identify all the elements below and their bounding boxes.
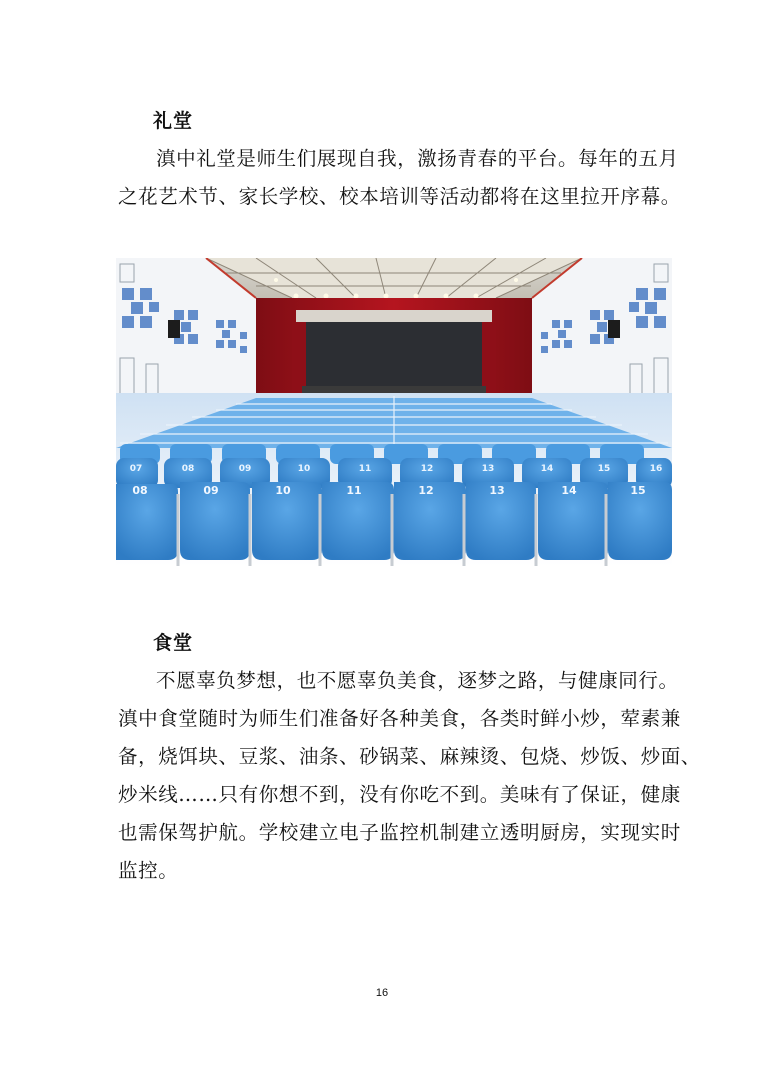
seat-number: 12 [418, 484, 434, 497]
paragraph-line: 炒米线……只有你想不到，没有你吃不到。美味有了保证，健康 [118, 783, 681, 806]
paragraph-line: 监控。 [118, 859, 179, 882]
auditorium-paragraph [118, 140, 681, 216]
seat-number: 14 [561, 484, 577, 497]
paragraph-line: 备，烧饵块、豆浆、油条、砂锅菜、麻辣烫、包烧、炒饭、炒面、 [118, 745, 701, 768]
paragraph-line: 不愿辜负梦想，也不愿辜负美食，逐梦之路，与健康同行。 [156, 669, 679, 692]
seat-number: 10 [275, 484, 291, 497]
seat-number: 07 [129, 464, 143, 474]
seat-number: 12 [420, 464, 434, 474]
seat-number: 14 [540, 464, 554, 474]
paragraph-line: 滇中礼堂是师生们展现自我，激扬青春的平台。每年的五月 [156, 147, 679, 170]
auditorium-illustration [116, 258, 672, 566]
seat-number: 15 [630, 484, 646, 497]
canteen-paragraph [118, 662, 701, 890]
seat-number: 13 [489, 484, 505, 497]
paragraph-line: 之花艺术节、家长学校、校本培训等活动都将在这里拉开序幕。 [118, 185, 681, 208]
seat-number: 10 [297, 464, 311, 474]
seat-number: 16 [649, 464, 663, 474]
paragraph-line: 也需保驾护航。学校建立电子监控机制建立透明厨房，实现实时 [118, 821, 681, 844]
section-heading-canteen: 食堂 [153, 632, 194, 654]
seat-number: 11 [346, 484, 362, 497]
section-heading-auditorium: 礼堂 [153, 110, 194, 132]
page-number: 16 [375, 987, 389, 999]
paragraph-line: 滇中食堂随时为师生们准备好各种美食，各类时鲜小炒，荤素兼 [118, 707, 681, 730]
seat-number: 13 [481, 464, 495, 474]
seat-number: 15 [597, 464, 611, 474]
seat-number: 09 [203, 484, 219, 497]
seat-number: 08 [181, 464, 195, 474]
seat-number: 08 [132, 484, 148, 497]
seat-number: 09 [238, 464, 252, 474]
seat-number: 11 [358, 464, 372, 474]
auditorium-photo [116, 258, 672, 566]
